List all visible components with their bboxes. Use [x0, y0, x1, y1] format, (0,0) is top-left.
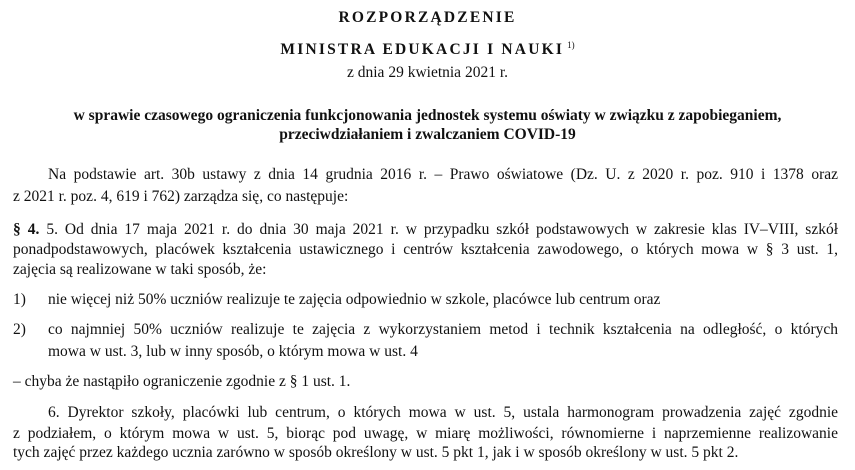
list-item-number: 1): [13, 291, 26, 308]
list-item-number: 2): [13, 321, 26, 338]
document-title-line1: ROZPORZĄDZENIE: [338, 9, 517, 26]
par6-line2: z podziałem, o którym mowa w ust. 5, biorąc pod uwagę, w miarę możliwości, równomierne i naprzemienne realizowanie: [13, 425, 838, 442]
section-mark: § 4.: [13, 221, 40, 238]
list-item-text: nie więcej niż 50% uczniów realizuje te zajęcia odpowiednio w szkole, placówce lub centrum oraz: [48, 291, 661, 308]
preamble-line2: z 2021 r. poz. 4, 619 i 762) zarządza się, co następuje:: [13, 188, 349, 205]
par6-line1: 6. Dyrektor szkoły, placówki lub centrum, o których mowa w ust. 5, ustala harmonogram prowadzenia zajęć zgodnie: [48, 404, 838, 421]
section4-line1: [13, 220, 838, 240]
list-closing: – chyba że nastąpiło ograniczenie zgodnie z § 1 ust. 1.: [13, 373, 351, 390]
list-item-text: co najmniej 50% uczniów realizuje te zajęcia z wykorzystaniem metod i technik kształcenia na odległość, o których: [48, 321, 838, 338]
list-item-text-continued: mowa w ust. 3, lub w inny sposób, o którym mowa w ust. 4: [48, 343, 418, 360]
par6-line3: tych zajęć przez każdego ucznia zarówno w sposób określony w ust. 5 pkt 1, jak i w sposób określony w ust. 5 pkt 2.: [13, 444, 739, 461]
preamble-line1: Na podstawie art. 30b ustawy z dnia 14 grudnia 2016 r. – Prawo oświatowe (Dz. U. z 2020 r. poz. 910 i 1378 oraz: [48, 166, 838, 183]
subject-line1: w sprawie czasowego ograniczenia funkcjonowania jednostek systemu oświaty w związku z zapobieganiem,: [73, 107, 782, 124]
section4-par5-text: 5. Od dnia 17 maja 2021 r. do dnia 30 maja 2021 r. w przypadku szkół podstawowych w zakresie klas IV–VIII, szkół: [46, 221, 839, 238]
footnote-marker: 1): [567, 40, 575, 50]
section4-line3: zajęcia są realizowane w taki sposób, że:: [13, 261, 267, 278]
document-date: z dnia 29 kwietnia 2021 r.: [347, 64, 508, 81]
issuer-name: MINISTRA EDUKACJI I NAUKI: [280, 41, 565, 58]
subject-line2: przeciwdziałaniem i zwalczaniem COVID-19: [279, 126, 576, 143]
document-title-line2: [0, 35, 855, 60]
section4-line2: ponadpodstawowych, placówek kształcenia ustawicznego i centrów kształcenia zawodowego, o których mowa w § 3 ust. 1,: [13, 241, 838, 258]
